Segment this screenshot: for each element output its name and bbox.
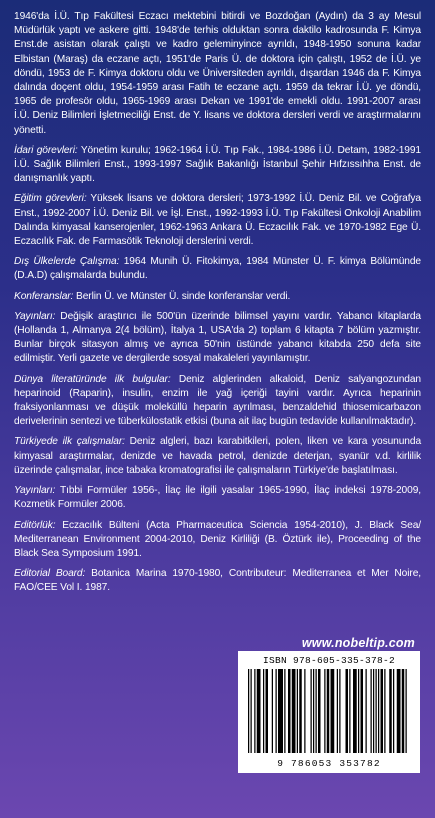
biography-text [14, 10, 421, 602]
paragraph-editorship: Editörlük: Eczacılık Bülteni (Acta Pharmaceutica Sciencia 1954-2010), J. Black Sea/ Mediterranean Environment 2004-2010, Deniz Kirliliği (B. Öztürk ile), Proceeding of the Black Sea Symposium 1991. [14, 519, 421, 559]
barcode-icon [246, 669, 412, 753]
isbn-barcode [238, 651, 420, 773]
publisher-website[interactable]: www.nobeltip.com [301, 636, 415, 650]
paragraph-editorial-board: Editorial Board: Botanica Marina 1970-1980, Contributeur: Mediterranea et Mer Noire, FAO/CEE Vol I. 1987. [14, 568, 421, 594]
isbn-label: ISBN 978-605-335-378-2 [262, 655, 396, 666]
paragraph-world-first-findings: Dünya literatüründe ilk bulgular: Deniz alglerinden alkaloid, Deniz salyangozundan heparinoid (Raparin), insulin, enzim ile yağ içeriği tayini vardır. Ayrıca heparinin fraksiyonlanması ve düşük moleküllü heparin ayrılması, benzaldehid thiosemicarbazon derivelerinin sentezi ve tüberkülostatik etkisi (buna ait ilaç bugün tedavide kullanılmaktadır). [14, 373, 421, 428]
paragraph-intro: 1946'da İ.Ü. Tıp Fakültesi Eczacı mektebini bitirdi ve Bozdoğan (Aydın) da 3 ay Mesul Müdürlük yaptı ve askere gitti. 1948'de terhis olduktan sonra daktilo kadrosunda F. Kimya Enst.de asistan olarak çalıştı ve kadro geleminyince ayrıldı, 1948-1950 sonuna kadar Elbistan (Maraş) da eczane açtı, 1951'de Paris Ü. de doktora için çalıştı, 1952 de İ.Ü. ye döndü, 1953 de F. Kimya doktoru oldu ve Üniversiteden ayrıldı, dışardan 1946 da F. Kimya dalında doçent oldu, 1954-1959 arası Fatih te eczane açtı. 1959 da tekrar İ.Ü. ye döndü, 1965 de profesör oldu, 1965-1969 arası Dekan ve 1991'de emekli oldu. 1991-2007 arası İ.Ü. Deniz Bilimleri İşletmeciliği Enst. de Y. lisans ve doktora dersleri verdi ve araştırmalarını yönetti. [14, 11, 421, 136]
paragraph-work-abroad: Dış Ülkelerde Çalışma: 1964 Munih Ü. Fitokimya, 1984 Münster Ü. F. kimya Bölümünde (D.A.D) çalışmalarda bulundu. [14, 256, 422, 282]
paragraph-books: Yayınları: Tıbbi Formüler 1956-, İlaç ile ilgili yasalar 1965-1990, İlaç indeksi 1978-2009, Kozmetik Formüler 2006. [14, 485, 421, 511]
paragraph-publications: Yayınları: Değişik araştırıcı ile 500'ün üzerinde bilimsel yayını vardır. Yabancı kitaplarda (Hollanda 1, Almanya 2(4 bölüm), İtalya 1, USA'da 2) toplam 6 kitapta 7 bölüm yazmıştır. Bunlar birçok sitasyon almış ve ayrıca 50'nin üstünde yabancı kitabda 250 defa site edilmiştir. Yerli gazete ve dergilerde sosyal makaleleri yayınlamıştır. [14, 310, 421, 365]
barcode-number: 9 786053 353782 [277, 758, 381, 769]
paragraph-administrative-duties: İdari görevleri: Yönetim kurulu; 1962-1964 İ.Ü. Tıp Fak., 1984-1986 İ.Ü. Detam, 1982-1991 İ.Ü. Sağlık Bilimleri Enst., 1993-1997 Sağlık Bakanlığı İstanbul Şehir Hıfzıssıhha Enst. de danışmanlık yaptı. [14, 144, 421, 185]
paragraph-teaching-duties: Eğitim görevleri: Yüksek lisans ve doktora dersleri; 1973-1992 İ.Ü. Deniz Bil. ve Coğrafya Enst., 1992-2007 İ.Ü. Deniz Bil. ve İşl. Enst., 1992-1993 İ.Ü. Tıp Fakültesi Onkoloji Anabilim Dalında kimyasal kanserojenler, 1962-1963 Ankara Ü. Eczacılık Fak. ve 1970-1982 Ege Ü. Eczacılık Fak. de Farmasötik Teknoloji derslerini verdi. [14, 193, 421, 248]
paragraph-turkey-first-studies: Türkiyede ilk çalışmalar: Deniz algleri, bazı karabitkileri, polen, liken ve kara yosununda kimyasal araştırmalar, denizde ve havada petrol, denizde deterjan, syanür v.d. kirlilik üzerinde çalışmalar, ince tabaka kromatografisi ile çalışmaların Türkiye'de başlatılması. [14, 436, 422, 476]
paragraph-conferences: Konferanslar: Berlin Ü. ve Münster Ü. sinde konferanslar verdi. [14, 290, 291, 302]
